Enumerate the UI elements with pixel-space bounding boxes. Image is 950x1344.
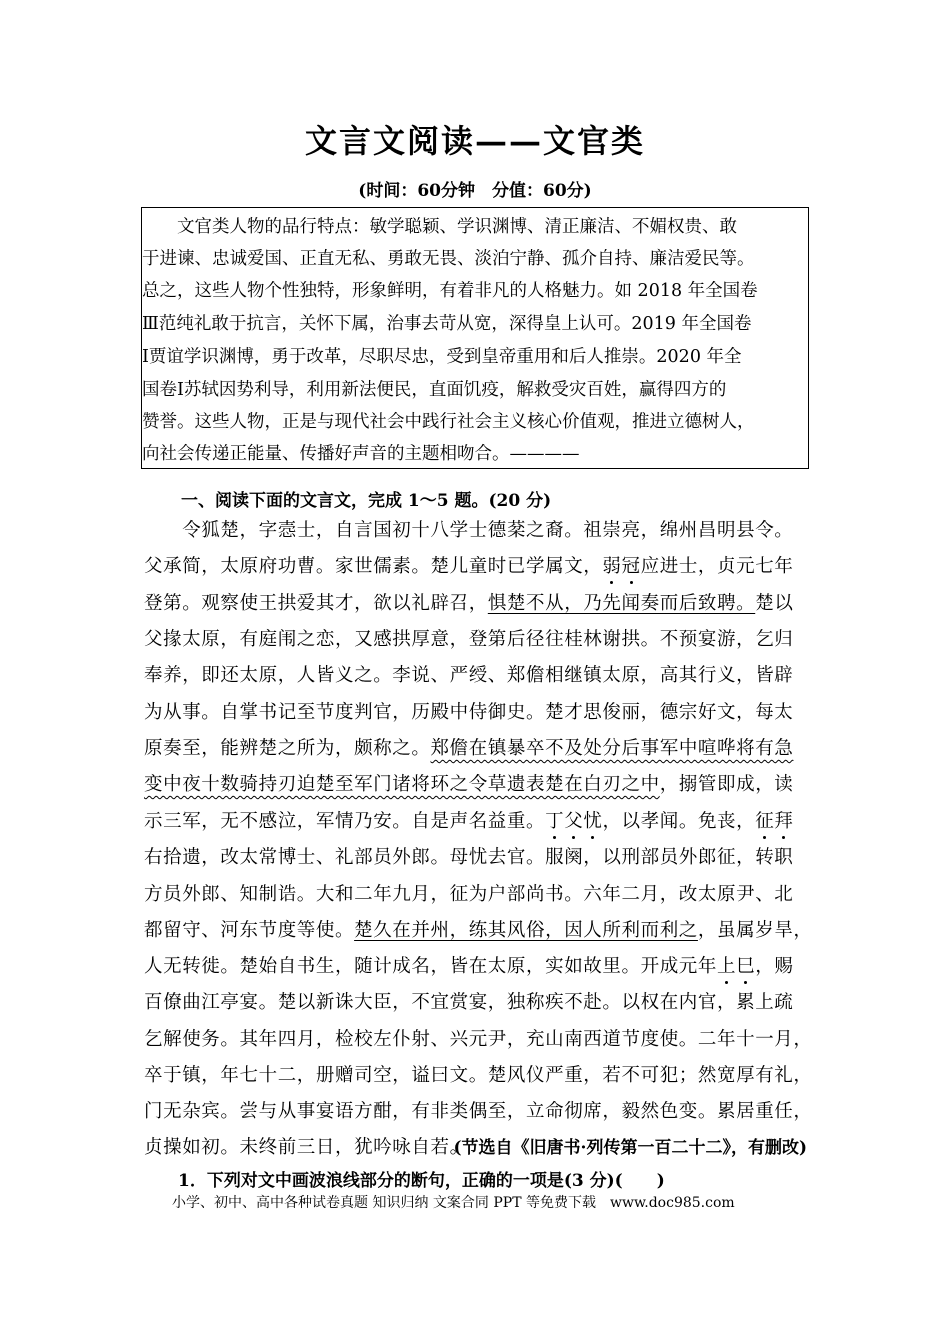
passage-line: 百僚曲江亭宴。楚以新诛大臣，不宜赏宴，独称疾不赴。以权在内官，累上疏: [144, 992, 794, 1013]
passage-line: 令狐楚，字悫士，自言国初十八学士德棻之裔。祖崇亮，绵州昌明县令。: [144, 520, 794, 541]
passage-text: 楚以: [755, 593, 794, 614]
dotted-char: 巳: [736, 956, 756, 977]
intro-line: 赞誉。这些人物，正是与现代社会中践行社会主义核心价值观，推进立德树人，: [142, 412, 755, 432]
passage-line: 为从事。自掌书记至节度判官，历殿中侍御史。楚才思俊丽，德宗好文，每太: [144, 702, 794, 723]
intro-line: 于进谏、忠诚爱国、正直无私、勇敢无畏、淡泊宁静、孤介自持、廉洁爱民等。: [142, 249, 755, 269]
passage-line: 卒于镇，年七十二，册赠司空，谥曰文。楚风仪严重，若不可犯；然宽厚有礼，: [144, 1065, 813, 1086]
passage-text: 原奏至，能辨楚之所为，颇称之。: [144, 738, 431, 759]
time-score-info: (时间：60分钟 分值：60分): [358, 181, 592, 201]
passage-text: 应进士，贞元七年: [640, 556, 794, 577]
passage-text: ，以孝闻。免丧，: [602, 811, 756, 832]
passage-text: ，虽属岁旱，: [697, 920, 813, 941]
wavy-underlined-text: 郑儋在镇暴卒不及处分后事军中喧哗将有急: [430, 738, 794, 759]
intro-box: [141, 207, 809, 469]
intro-line: 文官类人物的品行特点：敏学聪颖、学识渊博、清正廉洁、不媚权贵、敢: [142, 217, 737, 237]
passage-line: 方员外郎、知制诰。大和二年九月，征为户部尚书。六年二月，改太原尹、北: [144, 884, 794, 905]
passage-line: [144, 807, 793, 833]
passage-line: 父掾太原，有庭闱之恋，又感拱厚意，登第后径往桂林谢拱。不预宴游，乞归: [144, 629, 794, 650]
passage-line: [144, 916, 813, 942]
passage-line: [144, 770, 793, 796]
passage-source: (节选自《旧唐书·列传第一百二十二》，有删改): [453, 1138, 807, 1158]
passage-line: [144, 589, 793, 615]
passage-text: 父承简，太原府功曹。家世儒素。楚儿童时已学属文，: [144, 556, 603, 577]
intro-line: 向社会传递正能量、传播好声音的主题相吻合。————: [142, 444, 580, 464]
passage-text: 示三军，无不感泣，军情乃安。自是声名益重。: [144, 811, 546, 832]
document-title: 文言文阅读——文官类: [304, 122, 645, 160]
dotted-char: 弱: [602, 556, 622, 577]
dotted-char: 冠: [621, 556, 641, 577]
passage-text: ，赐: [755, 956, 794, 977]
section-heading: 一、阅读下面的文言文，完成 1～5 题。(20 分): [181, 491, 552, 511]
dotted-char: 征: [755, 811, 775, 832]
wavy-underlined-text: 变中夜十数骑持刃迫楚至军门诸将环之令草遗表楚在白刃之中: [144, 774, 660, 795]
intro-line: Ⅰ贾谊学识渊博，勇于改革，尽职尽忠，受到皇帝重用和后人推崇。2020 年全: [142, 347, 742, 367]
intro-line: 总之，这些人物个性独特，形象鲜明，有着非凡的人格魅力。如 2018 年全国卷: [142, 281, 758, 301]
intro-line: Ⅲ范纯礼敢于抗言，关怀下属，治事去苛从宽，深得皇上认可。2019 年全国卷: [142, 314, 752, 334]
passage-line: 乞解使务。其年四月，检校左仆射、兴元尹，充山南西道节度使。二年十一月，: [144, 1029, 813, 1050]
underlined-sentence: 惧楚不从，乃先闻奏而后致聘。: [487, 593, 756, 614]
dotted-char: 拜: [774, 811, 794, 832]
passage-text: 人无转徙。楚始自书生，随计成名，皆在太原，实如故里。开成元年: [144, 956, 718, 977]
passage-line: 门无杂宾。尝与从事宴语方酣，有非类偶至，立命彻席，毅然色变。累居重任，: [144, 1101, 813, 1122]
passage-text: 都留守、河东节度等使。: [144, 920, 355, 941]
passage-text: 登第。观察使王拱爱其才，欲以礼辟召，: [144, 593, 488, 614]
dotted-char: 忧: [583, 811, 603, 832]
dotted-char: 丁: [545, 811, 565, 832]
passage-line: 奉养，即还太原，人皆义之。李说、严绶、郑儋相继镇太原，高其行义，皆辟: [144, 665, 794, 686]
intro-line: 国卷Ⅰ苏轼因势利导，利用新法便民，直面饥疫，解救受灾百姓，赢得四方的: [142, 380, 727, 400]
underlined-sentence: 楚久在并州，练其风俗，因人所利而利之: [354, 920, 698, 941]
passage-line: 贞操如初。未终前三日，犹吟咏自若。: [144, 1137, 469, 1158]
dotted-char: 父: [564, 811, 584, 832]
passage-line: [144, 734, 793, 760]
passage-line: [144, 952, 793, 978]
passage-text: ，搦管即成，读: [659, 774, 794, 795]
dotted-char: 上: [717, 956, 737, 977]
footer-ad: 小学、初中、高中各种试卷真题 知识归纳 文案合同 PPT 等免费下载 www.doc985.com: [172, 1195, 735, 1211]
passage-line: [144, 552, 793, 578]
question-1: 1．下列对文中画波浪线部分的断句，正确的一项是(3 分)( ): [178, 1171, 665, 1191]
passage-line: 右拾遗，改太常博士、礼部员外郎。母忧去官。服阕，以刑部员外郎征，转职: [144, 847, 794, 868]
